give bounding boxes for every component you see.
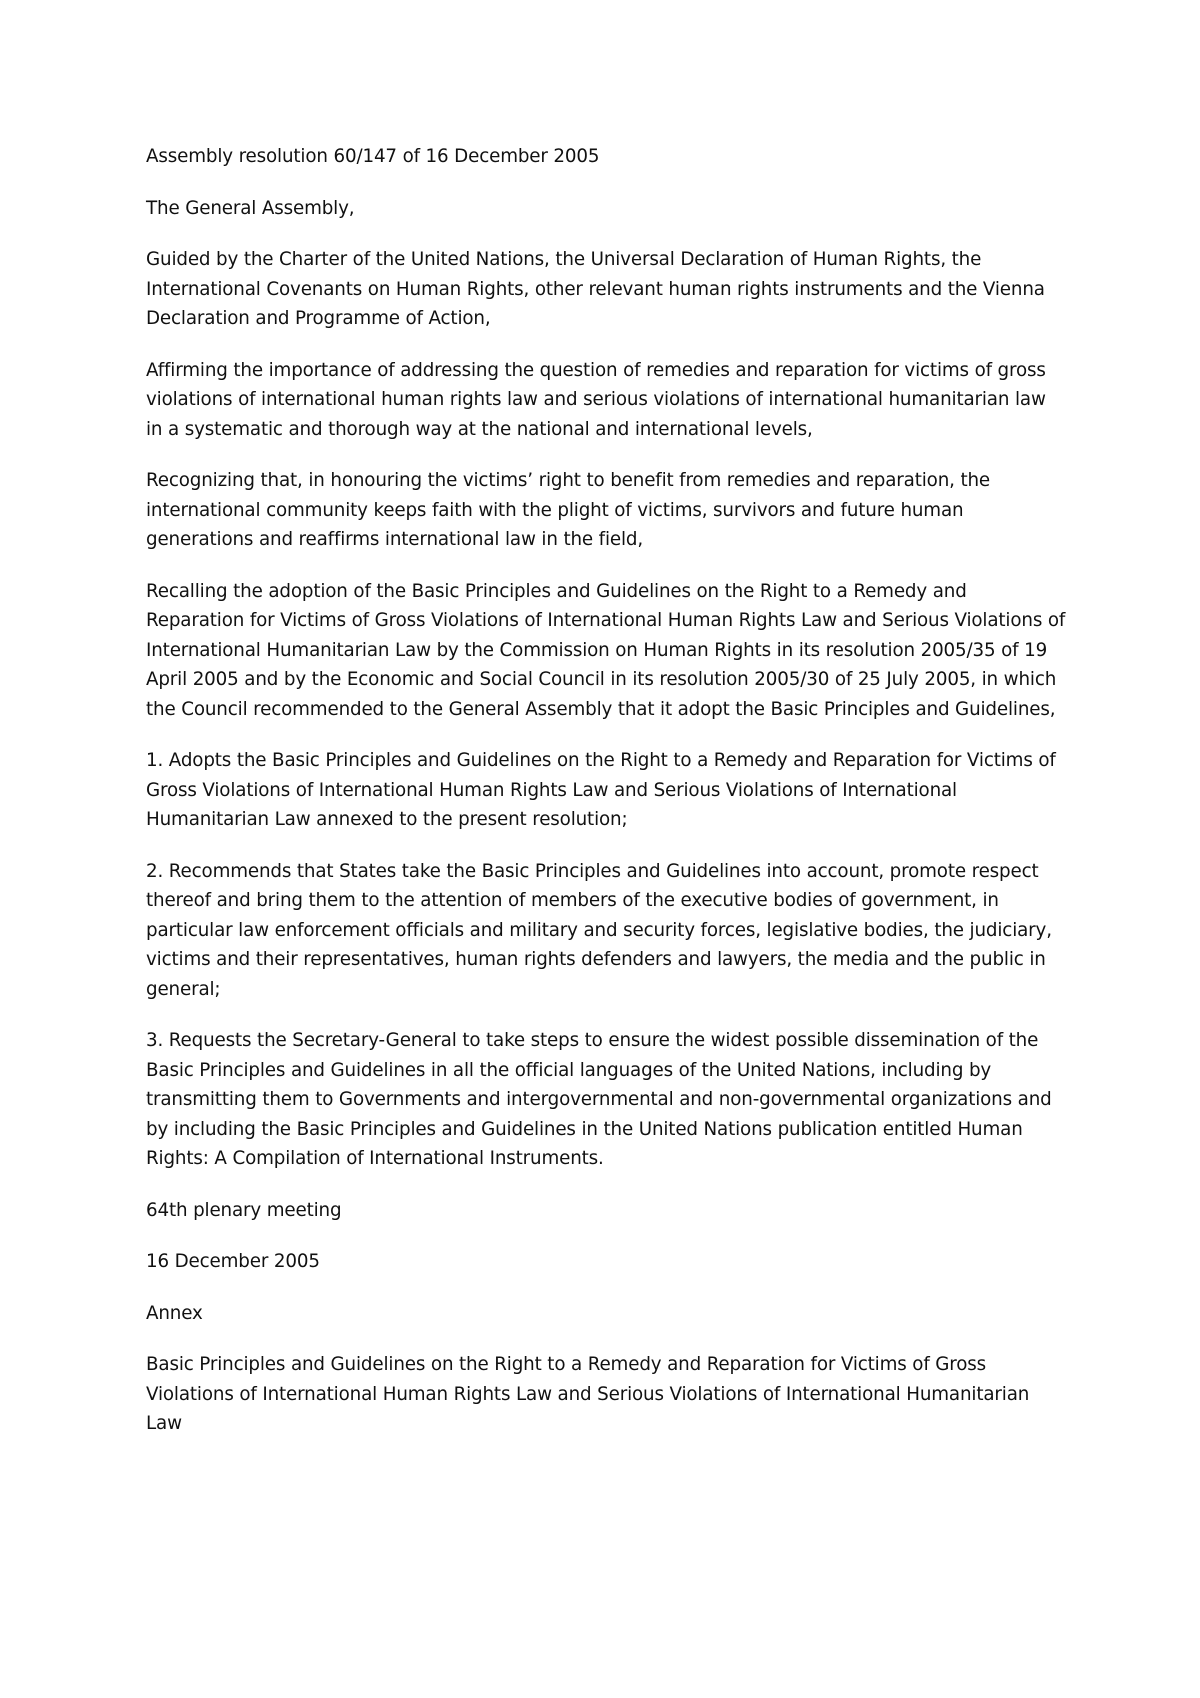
preamble-affirming: Affirming the importance of addressing the question of remedies and reparation for victims of gross violations of international human rights law and serious violations of international humanitarian law in a systematic and thorough way at the national and international levels, (146, 359, 1046, 440)
operative-paragraph-1: 1. Adopts the Basic Principles and Guidelines on the Right to a Remedy and Reparation for Victims of Gross Violations of International Human Rights Law and Serious Violations of International Humanitarian Law annexed to the present resolution; (146, 750, 1056, 830)
resolution-heading: Assembly resolution 60/147 of 16 December 2005 (146, 146, 600, 167)
preamble-recognizing: Recognizing that, in honouring the victims’ right to benefit from remedies and reparation, the international community keeps faith with the plight of victims, survivors and future human generations and reaffirms international law in the field, (146, 470, 991, 550)
date-line: 16 December 2005 (146, 1251, 320, 1272)
document-body (146, 142, 1066, 1461)
meeting-line: 64th plenary meeting (146, 1199, 342, 1221)
annex-label: Annex (146, 1302, 203, 1324)
preamble-recalling: Recalling the adoption of the Basic Principles and Guidelines on the Right to a Remedy and Reparation for Victims of Gross Violations of International Human Rights Law and Serious Violations of International Humanitarian Law by the Commission on Human Rights in its resolution 2005/35 of 19 April 2005 and by the Economic and Social Council in its resolution 2005/30 of 25 July 2005, in which the Council recommended to the General Assembly that it adopt the Basic Principles and Guidelines, (146, 580, 1066, 720)
assembly-line: The General Assembly, (146, 197, 355, 219)
operative-paragraph-2: 2. Recommends that States take the Basic Principles and Guidelines into account, promote respect thereof and bring them to the attention of members of the executive bodies of government, in particular law enforcement officials and military and security forces, legislative bodies, the judiciary, victims and their representatives, human rights defenders and lawyers, the media and the public in general; (146, 860, 1052, 1000)
annex-title: Basic Principles and Guidelines on the Right to a Remedy and Reparation for Victims of Gross Violations of International Human Rights Law and Serious Violations of International Humanitarian Law (146, 1354, 1030, 1434)
operative-paragraph-3: 3. Requests the Secretary-General to take steps to ensure the widest possible dissemination of the Basic Principles and Guidelines in all the official languages of the United Nations, including by transmitting them to Governments and intergovernmental and non-governmental organizations and by including the Basic Principles and Guidelines in the United Nations publication entitled Human Rights: A Compilation of International Instruments. (146, 1030, 1052, 1169)
preamble-guided: Guided by the Charter of the United Nations, the Universal Declaration of Human Rights, the International Covenants on Human Rights, other relevant human rights instruments and the Vienna Declaration and Programme of Action, (146, 249, 1045, 329)
